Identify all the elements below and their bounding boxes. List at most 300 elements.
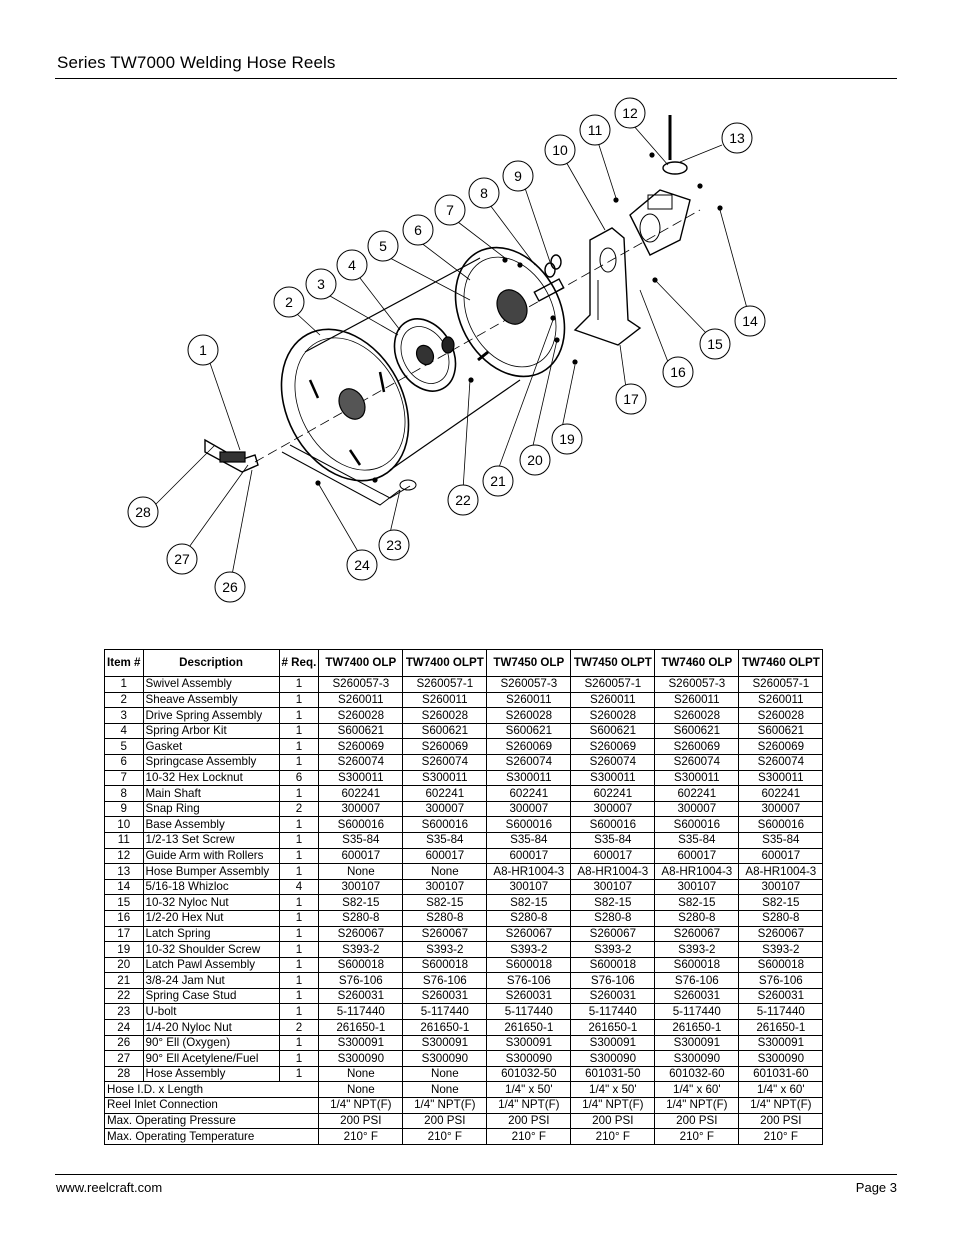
- part-number: S82-15: [739, 895, 823, 911]
- part-number: 300007: [655, 801, 739, 817]
- part-number: S260028: [571, 708, 655, 724]
- callout-28: 28: [135, 504, 151, 520]
- callout-24: 24: [354, 557, 370, 573]
- callout-26: 26: [222, 579, 238, 595]
- item-number: 12: [105, 848, 144, 864]
- header-tw7460-olp: TW7460 OLP: [655, 650, 739, 677]
- callout-21: 21: [490, 473, 506, 489]
- table-row: [105, 973, 823, 989]
- part-description: Base Assembly: [143, 817, 279, 833]
- part-number: 600017: [403, 848, 487, 864]
- part-number: S260028: [739, 708, 823, 724]
- part-number: 5-117440: [655, 1004, 739, 1020]
- part-number: 300107: [319, 879, 403, 895]
- part-number: S300091: [319, 1035, 403, 1051]
- header-description: Description: [143, 650, 279, 677]
- part-number: S280-8: [403, 910, 487, 926]
- part-number: S300011: [571, 770, 655, 786]
- callout-7: 7: [446, 202, 454, 218]
- table-row: [105, 832, 823, 848]
- quantity-required: 1: [279, 754, 319, 770]
- part-number: S35-84: [655, 832, 739, 848]
- part-number: S300091: [739, 1035, 823, 1051]
- part-number: S82-15: [319, 895, 403, 911]
- part-number: S260031: [739, 988, 823, 1004]
- part-number: S82-15: [655, 895, 739, 911]
- part-number: S260028: [487, 708, 571, 724]
- footer-divider: [55, 1174, 897, 1175]
- part-number: S76-106: [403, 973, 487, 989]
- quantity-required: 1: [279, 708, 319, 724]
- table-row: [105, 1035, 823, 1051]
- part-number: S600018: [571, 957, 655, 973]
- part-number: S260031: [403, 988, 487, 1004]
- callout-2: 2: [285, 294, 293, 310]
- item-number: 17: [105, 926, 144, 942]
- part-number: S260069: [571, 739, 655, 755]
- part-number: S300091: [487, 1035, 571, 1051]
- spec-value: 210° F: [739, 1129, 823, 1145]
- spec-value: 1/4" x 60': [655, 1082, 739, 1098]
- part-description: Latch Spring: [143, 926, 279, 942]
- spec-value: 210° F: [403, 1129, 487, 1145]
- table-row: [105, 988, 823, 1004]
- part-number: 261650-1: [487, 1020, 571, 1036]
- callout-16: 16: [670, 364, 686, 380]
- part-number: S393-2: [319, 942, 403, 958]
- part-description: 1/4-20 Nyloc Nut: [143, 1020, 279, 1036]
- part-number: 300107: [739, 879, 823, 895]
- spec-value: 1/4" NPT(F): [655, 1098, 739, 1114]
- part-number: S260011: [403, 692, 487, 708]
- spec-value: None: [403, 1082, 487, 1098]
- quantity-required: 1: [279, 817, 319, 833]
- spec-row: [105, 1129, 823, 1145]
- part-number: S260074: [319, 754, 403, 770]
- callout-17: 17: [623, 391, 639, 407]
- callout-22: 22: [455, 492, 471, 508]
- part-number: A8-HR1004-3: [571, 864, 655, 880]
- part-number: S600621: [739, 723, 823, 739]
- part-number: S393-2: [487, 942, 571, 958]
- part-number: S300090: [655, 1051, 739, 1067]
- part-number: 300107: [655, 879, 739, 895]
- page-title: Series TW7000 Welding Hose Reels: [57, 53, 336, 72]
- part-description: 10-32 Hex Locknut: [143, 770, 279, 786]
- part-number: S260031: [655, 988, 739, 1004]
- part-number: S260028: [403, 708, 487, 724]
- quantity-required: 1: [279, 895, 319, 911]
- spec-value: None: [319, 1082, 403, 1098]
- part-description: 10-32 Nyloc Nut: [143, 895, 279, 911]
- part-number: S600016: [739, 817, 823, 833]
- part-number: S600016: [655, 817, 739, 833]
- quantity-required: 1: [279, 1066, 319, 1082]
- part-number: S260028: [655, 708, 739, 724]
- item-number: 11: [105, 832, 144, 848]
- table-row: [105, 1066, 823, 1082]
- part-number: S600018: [487, 957, 571, 973]
- quantity-required: 1: [279, 957, 319, 973]
- spec-value: 200 PSI: [571, 1113, 655, 1129]
- part-number: S600016: [487, 817, 571, 833]
- part-number: A8-HR1004-3: [655, 864, 739, 880]
- part-number: S600016: [571, 817, 655, 833]
- part-number: S300011: [487, 770, 571, 786]
- part-number: 300007: [319, 801, 403, 817]
- part-description: Main Shaft: [143, 786, 279, 802]
- quantity-required: 1: [279, 926, 319, 942]
- quantity-required: 4: [279, 879, 319, 895]
- part-number: S393-2: [403, 942, 487, 958]
- quantity-required: 1: [279, 848, 319, 864]
- part-number: S600018: [655, 957, 739, 973]
- part-number: S260067: [571, 926, 655, 942]
- part-number: 602241: [319, 786, 403, 802]
- part-number: S300011: [739, 770, 823, 786]
- part-description: Gasket: [143, 739, 279, 755]
- part-description: Hose Bumper Assembly: [143, 864, 279, 880]
- part-number: S600016: [403, 817, 487, 833]
- callout-4: 4: [348, 257, 356, 273]
- part-number: 261650-1: [571, 1020, 655, 1036]
- spec-value: 210° F: [487, 1129, 571, 1145]
- part-number: S260074: [403, 754, 487, 770]
- header-tw7450-olpt: TW7450 OLPT: [571, 650, 655, 677]
- table-row: [105, 926, 823, 942]
- part-number: S260069: [487, 739, 571, 755]
- callout-23: 23: [386, 537, 402, 553]
- part-number: S600018: [403, 957, 487, 973]
- part-number: S300011: [655, 770, 739, 786]
- part-number: A8-HR1004-3: [487, 864, 571, 880]
- parts-table-body: [105, 677, 823, 1082]
- part-number: 600017: [487, 848, 571, 864]
- part-number: S260067: [487, 926, 571, 942]
- part-number: S35-84: [319, 832, 403, 848]
- part-number: S76-106: [487, 973, 571, 989]
- page-number: Page 3: [855, 1180, 897, 1195]
- part-number: S300090: [487, 1051, 571, 1067]
- part-number: S260031: [571, 988, 655, 1004]
- quantity-required: 2: [279, 1020, 319, 1036]
- part-number: S260067: [655, 926, 739, 942]
- item-number: 6: [105, 754, 144, 770]
- item-number: 27: [105, 1051, 144, 1067]
- part-number: S300091: [655, 1035, 739, 1051]
- part-number: 300107: [487, 879, 571, 895]
- quantity-required: 1: [279, 910, 319, 926]
- item-number: 21: [105, 973, 144, 989]
- table-row: [105, 723, 823, 739]
- part-number: S260069: [319, 739, 403, 755]
- callout-19: 19: [559, 431, 575, 447]
- part-number: S260069: [655, 739, 739, 755]
- part-number: S600621: [319, 723, 403, 739]
- part-number: 601031-50: [571, 1066, 655, 1082]
- item-number: 4: [105, 723, 144, 739]
- quantity-required: 1: [279, 832, 319, 848]
- parts-table: [104, 649, 823, 1145]
- spec-value: 200 PSI: [403, 1113, 487, 1129]
- part-number: 261650-1: [739, 1020, 823, 1036]
- table-row: [105, 754, 823, 770]
- part-description: 90° Ell (Oxygen): [143, 1035, 279, 1051]
- part-number: S300091: [571, 1035, 655, 1051]
- part-number: S600018: [739, 957, 823, 973]
- quantity-required: 1: [279, 786, 319, 802]
- quantity-required: 1: [279, 942, 319, 958]
- part-number: S260031: [487, 988, 571, 1004]
- spec-value: 200 PSI: [487, 1113, 571, 1129]
- part-number: S280-8: [319, 910, 403, 926]
- item-number: 7: [105, 770, 144, 786]
- part-number: 261650-1: [319, 1020, 403, 1036]
- part-number: S280-8: [487, 910, 571, 926]
- table-row: [105, 1004, 823, 1020]
- part-number: S260011: [571, 692, 655, 708]
- part-number: S82-15: [487, 895, 571, 911]
- table-header-row: [105, 650, 823, 677]
- header-tw7400-olp: TW7400 OLP: [319, 650, 403, 677]
- part-number: S260069: [403, 739, 487, 755]
- item-number: 23: [105, 1004, 144, 1020]
- spec-value: 210° F: [655, 1129, 739, 1145]
- part-number: S300090: [403, 1051, 487, 1067]
- part-number: S260074: [487, 754, 571, 770]
- spec-label: Max. Operating Temperature: [105, 1129, 319, 1145]
- part-number: 300007: [739, 801, 823, 817]
- part-number: 601032-50: [487, 1066, 571, 1082]
- table-row: [105, 770, 823, 786]
- callout-6: 6: [414, 222, 422, 238]
- spec-value: 210° F: [571, 1129, 655, 1145]
- part-number: S300011: [319, 770, 403, 786]
- part-number: 261650-1: [655, 1020, 739, 1036]
- part-number: 601031-60: [739, 1066, 823, 1082]
- part-description: 3/8-24 Jam Nut: [143, 973, 279, 989]
- part-description: Snap Ring: [143, 801, 279, 817]
- part-number: S260057-1: [403, 677, 487, 693]
- spec-row: [105, 1113, 823, 1129]
- part-number: S280-8: [739, 910, 823, 926]
- part-number: 600017: [739, 848, 823, 864]
- part-number: 300007: [571, 801, 655, 817]
- part-number: S76-106: [319, 973, 403, 989]
- item-number: 2: [105, 692, 144, 708]
- part-number: S300090: [319, 1051, 403, 1067]
- footer-website: www.reelcraft.com: [56, 1180, 163, 1195]
- part-number: S393-2: [655, 942, 739, 958]
- part-number: S260057-1: [571, 677, 655, 693]
- part-number: A8-HR1004-3: [739, 864, 823, 880]
- part-number: 5-117440: [571, 1004, 655, 1020]
- part-number: S260011: [739, 692, 823, 708]
- table-row: [105, 708, 823, 724]
- item-number: 10: [105, 817, 144, 833]
- callout-15: 15: [707, 336, 723, 352]
- part-description: 10-32 Shoulder Screw: [143, 942, 279, 958]
- table-row: [105, 786, 823, 802]
- part-number: 5-117440: [403, 1004, 487, 1020]
- quantity-required: 1: [279, 1051, 319, 1067]
- part-number: S35-84: [403, 832, 487, 848]
- part-description: 1/2-20 Hex Nut: [143, 910, 279, 926]
- table-row: [105, 957, 823, 973]
- table-row: [105, 739, 823, 755]
- item-number: 24: [105, 1020, 144, 1036]
- item-number: 22: [105, 988, 144, 1004]
- part-number: S260011: [319, 692, 403, 708]
- callout-5: 5: [379, 238, 387, 254]
- spec-value: 1/4" x 60': [739, 1082, 823, 1098]
- item-number: 9: [105, 801, 144, 817]
- part-number: 5-117440: [739, 1004, 823, 1020]
- spec-value: 1/4" NPT(F): [739, 1098, 823, 1114]
- part-number: S260074: [571, 754, 655, 770]
- part-number: 300007: [403, 801, 487, 817]
- quantity-required: 1: [279, 864, 319, 880]
- callout-27: 27: [174, 551, 190, 567]
- part-number: S260067: [739, 926, 823, 942]
- part-number: S35-84: [487, 832, 571, 848]
- spec-value: 200 PSI: [655, 1113, 739, 1129]
- callout-13: 13: [729, 130, 745, 146]
- part-description: Guide Arm with Rollers: [143, 848, 279, 864]
- part-number: S76-106: [739, 973, 823, 989]
- spec-value: 1/4" NPT(F): [319, 1098, 403, 1114]
- part-number: S280-8: [655, 910, 739, 926]
- part-description: Sheave Assembly: [143, 692, 279, 708]
- part-description: Spring Case Stud: [143, 988, 279, 1004]
- quantity-required: 1: [279, 723, 319, 739]
- part-number: 602241: [739, 786, 823, 802]
- table-row: [105, 848, 823, 864]
- part-number: S300090: [571, 1051, 655, 1067]
- specs-table-body: [105, 1082, 823, 1144]
- quantity-required: 1: [279, 973, 319, 989]
- part-number: S260074: [655, 754, 739, 770]
- part-number: S600621: [571, 723, 655, 739]
- spec-value: 200 PSI: [739, 1113, 823, 1129]
- item-number: 16: [105, 910, 144, 926]
- table-row: [105, 1020, 823, 1036]
- table-row: [105, 677, 823, 693]
- item-number: 8: [105, 786, 144, 802]
- table-row: [105, 801, 823, 817]
- item-number: 3: [105, 708, 144, 724]
- part-number: S300090: [739, 1051, 823, 1067]
- part-description: 90° Ell Acetylene/Fuel: [143, 1051, 279, 1067]
- callout-10: 10: [552, 142, 568, 158]
- part-number: None: [403, 1066, 487, 1082]
- part-number: S260057-1: [739, 677, 823, 693]
- exploded-parts-diagram: [0, 90, 954, 630]
- table-row: [105, 879, 823, 895]
- part-number: None: [319, 864, 403, 880]
- table-row: [105, 1051, 823, 1067]
- part-description: Swivel Assembly: [143, 677, 279, 693]
- header-item: Item #: [105, 650, 144, 677]
- part-number: 602241: [655, 786, 739, 802]
- header-req: # Req.: [279, 650, 319, 677]
- item-number: 19: [105, 942, 144, 958]
- item-number: 15: [105, 895, 144, 911]
- spec-value: 210° F: [319, 1129, 403, 1145]
- quantity-required: 6: [279, 770, 319, 786]
- part-number: S260057-3: [487, 677, 571, 693]
- part-number: S260057-3: [655, 677, 739, 693]
- part-number: S393-2: [739, 942, 823, 958]
- part-number: S260069: [739, 739, 823, 755]
- part-number: S600016: [319, 817, 403, 833]
- part-number: S35-84: [571, 832, 655, 848]
- quantity-required: 1: [279, 1004, 319, 1020]
- part-number: S600621: [403, 723, 487, 739]
- header-tw7400-olpt: TW7400 OLPT: [403, 650, 487, 677]
- spec-value: 200 PSI: [319, 1113, 403, 1129]
- part-number: S76-106: [655, 973, 739, 989]
- part-number: S393-2: [571, 942, 655, 958]
- part-description: Drive Spring Assembly: [143, 708, 279, 724]
- quantity-required: 1: [279, 692, 319, 708]
- part-description: Latch Pawl Assembly: [143, 957, 279, 973]
- table-row: [105, 864, 823, 880]
- part-number: 600017: [571, 848, 655, 864]
- header-tw7450-olp: TW7450 OLP: [487, 650, 571, 677]
- item-number: 5: [105, 739, 144, 755]
- part-description: Spring Arbor Kit: [143, 723, 279, 739]
- part-number: S300091: [403, 1035, 487, 1051]
- part-number: S260067: [319, 926, 403, 942]
- callout-8: 8: [480, 185, 488, 201]
- part-number: S300011: [403, 770, 487, 786]
- part-number: 601032-60: [655, 1066, 739, 1082]
- quantity-required: 1: [279, 988, 319, 1004]
- part-number: S260011: [487, 692, 571, 708]
- part-number: 602241: [403, 786, 487, 802]
- part-number: S260028: [319, 708, 403, 724]
- header-tw7460-olpt: TW7460 OLPT: [739, 650, 823, 677]
- item-number: 28: [105, 1066, 144, 1082]
- table-row: [105, 692, 823, 708]
- part-number: S600621: [487, 723, 571, 739]
- part-number: S260031: [319, 988, 403, 1004]
- item-number: 26: [105, 1035, 144, 1051]
- part-number: S35-84: [739, 832, 823, 848]
- spec-value: 1/4" NPT(F): [571, 1098, 655, 1114]
- part-number: S600621: [655, 723, 739, 739]
- part-number: 300007: [487, 801, 571, 817]
- spec-value: 1/4" NPT(F): [403, 1098, 487, 1114]
- table-row: [105, 817, 823, 833]
- item-number: 20: [105, 957, 144, 973]
- part-number: None: [319, 1066, 403, 1082]
- part-number: S600018: [319, 957, 403, 973]
- spec-value: 1/4" x 50': [487, 1082, 571, 1098]
- table-row: [105, 942, 823, 958]
- part-number: S260011: [655, 692, 739, 708]
- part-description: 5/16-18 Whizloc: [143, 879, 279, 895]
- spec-value: 1/4" x 50': [571, 1082, 655, 1098]
- item-number: 13: [105, 864, 144, 880]
- quantity-required: 2: [279, 801, 319, 817]
- part-description: U-bolt: [143, 1004, 279, 1020]
- part-number: None: [403, 864, 487, 880]
- quantity-required: 1: [279, 1035, 319, 1051]
- part-number: 600017: [655, 848, 739, 864]
- table-row: [105, 895, 823, 911]
